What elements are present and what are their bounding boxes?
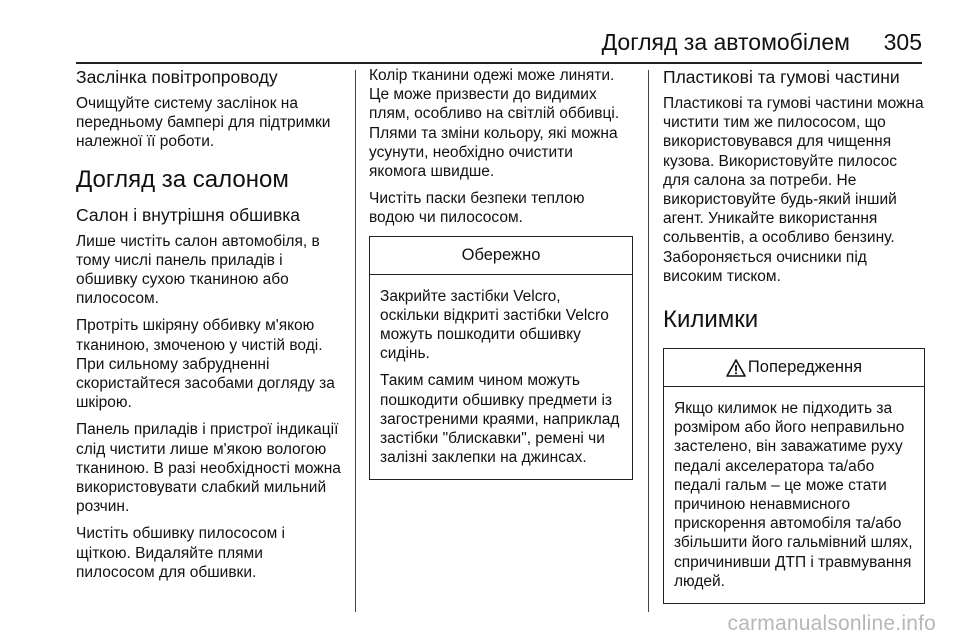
heading-air-flap: Заслінка повітропроводу bbox=[76, 67, 278, 87]
column-divider-1 bbox=[355, 70, 356, 612]
warning-triangle-icon bbox=[726, 359, 746, 377]
section-title-interior-care: Догляд за салоном bbox=[76, 165, 289, 193]
column-2 bbox=[369, 66, 633, 480]
warning-header bbox=[664, 349, 924, 387]
paragraph-interior-1: Лише чистіть салон автомобіля, в тому числі панель приладів і обшивку сухою тканиною або пилососом. bbox=[76, 232, 320, 308]
caution-paragraph-2: Таким самим чином можуть пошкодити обшивку предмети із загостреними краями, наприклад застібки "блискавки", ремені чи залізні заклепки на джинсах. bbox=[380, 372, 620, 467]
column-1 bbox=[76, 66, 344, 590]
section-title-floor-mats: Килимки bbox=[663, 306, 759, 334]
paragraph-plastic-rubber: Пластикові та гумові частини можна чистити тим же пилососом, що використовувався для чищення кузова. Використовуйте пилосос для салона за потреби. Не використовуйте будь-який інший агент. Уникайте використання сольвентів, а особливо бензину. Забороняється очисники під високим тиском. bbox=[663, 95, 924, 285]
caution-body bbox=[370, 275, 632, 480]
caution-box bbox=[369, 236, 633, 481]
paragraph-interior-4: Чистіть обшивку пилососом і щіткою. Видаляйте плями пилососом для обшивки. bbox=[76, 525, 285, 581]
column-divider-2 bbox=[648, 70, 649, 612]
paragraph-interior-3: Панель приладів і пристрої індикації слід чистити лише м'якою вологою тканиною. В разі необхідності можна використовувати слабкий мильний розчин. bbox=[76, 421, 341, 516]
heading-interior-trim: Салон і внутрішня обшивка bbox=[76, 204, 301, 225]
paragraph-fabric-color: Колір тканини одежі може линяти. Це може призвести до видимих плям, особливо на світлій оббивці. Плями та зміни кольору, які можна усунути, необхідно очистити якомога швидше. bbox=[369, 67, 620, 181]
warning-box bbox=[663, 348, 925, 604]
warning-title: Попередження bbox=[747, 357, 863, 376]
caution-paragraph-1: Закрийте застібки Velcro, оскільки відкриті застібки Velcro можуть пошкодити обшивку сидінь. bbox=[380, 287, 609, 363]
paragraph-air-flap: Очищуйте систему заслінок на передньому бампері для підтримки належної її роботи. bbox=[76, 95, 331, 151]
page-number: 305 bbox=[883, 29, 922, 55]
running-header-title: Догляд за автомобілем bbox=[601, 29, 850, 55]
column-3 bbox=[663, 66, 925, 604]
paragraph-interior-2: Протріть шкіряну оббивку м'якою тканиною, змоченою у чистій воді. При сильному забрудненні скористайтеся засобами догляду за шкірою. bbox=[76, 317, 335, 412]
header-divider bbox=[76, 62, 922, 64]
caution-title: Обережно bbox=[370, 237, 632, 275]
warning-paragraph: Якщо килимок не підходить за розміром або його неправильно застелено, він заважатиме руху педалі акселератора та/або педалі гальм – це може стати причиною ненавмисного прискорення автомобіля та/або збільшити його гальмівний шлях, спричинивши ДТП і травмування людей. bbox=[674, 400, 913, 590]
heading-plastic-rubber: Пластикові та гумові частини bbox=[663, 67, 900, 87]
paragraph-seat-belts: Чистіть паски безпеки теплою водою чи пилососом. bbox=[369, 190, 585, 227]
watermark-text: carmanualsonline.info bbox=[727, 612, 936, 635]
warning-body bbox=[664, 387, 924, 603]
page-header bbox=[0, 28, 960, 64]
